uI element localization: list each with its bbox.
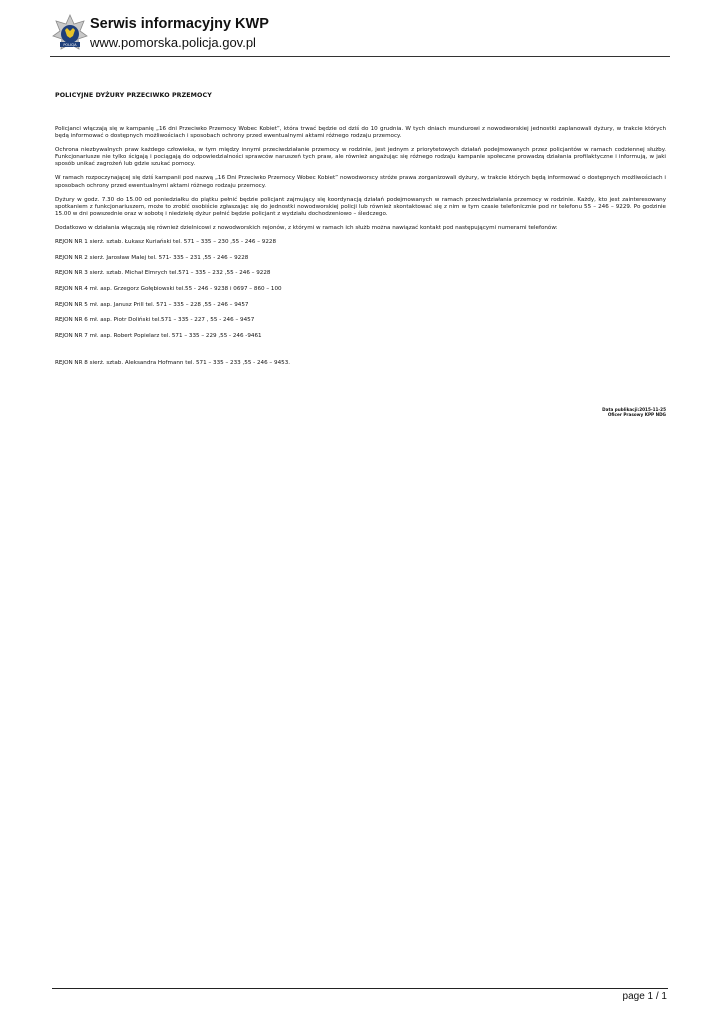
article-title: POLICYJNE DYŻURY PRZECIWKO PRZEMOCY bbox=[55, 92, 212, 99]
page-header bbox=[50, 12, 670, 57]
rejon-item: REJON NR 4 mł. asp. Grzegorz Gołębiowski tel.55 - 246 - 9238 i 0697 – 860 – 100 bbox=[55, 286, 282, 293]
paragraph: Dodatkowo w działania włączają się również dzielnicowi z nowodworskich rejonów, z którymi w ramach ich służb można nawiązać kontakt pod następującymi numerami telefonów: bbox=[55, 224, 558, 231]
rejon-item: REJON NR 6 mł. asp. Piotr Doliński tel.571 – 335 - 227 , 55 - 246 – 9457 bbox=[55, 317, 255, 324]
paragraph: Policjanci włączają się w kampanię „16 dni Przeciwko Przemocy Wobec Kobiet”, która trwać będzie od dziś do 10 grudnia. W tych dniach mundurowi z nowodworskiej jednostki zaplanowali dyżury, w trakcie których będą informować o dostępnych możliwościach i sposobach ochrony przed ewentualnymi aktami różnego rodzaju przemocy. bbox=[55, 126, 666, 140]
footer-divider bbox=[52, 988, 668, 989]
rejon-item: REJON NR 7 mł. asp. Robert Popielarz tel. 571 – 335 – 229 ,55 - 246 -9461 bbox=[55, 333, 262, 340]
author: Oficer Prasowy KPP NDG bbox=[607, 412, 666, 417]
rejon-item: REJON NR 1 sierż. sztab. Łukasz Kuriański tel. 571 – 335 – 230 ,55 - 246 – 9228 bbox=[55, 239, 277, 246]
page-number: page 1 / 1 bbox=[622, 991, 667, 1002]
paragraph: Ochrona niezbywalnych praw każdego człowieka, w tym między innymi przeciwdziałanie przemocy w rodzinie, jest jednym z priorytetowych działań podejmowanych przez policjantów w ramach codziennej służby. Funkcjonariusze nie tylko ścigają i pociągają do odpowiedzialności sprawców naruszeń tych praw, ale również angażując się różnego rodzaju kampanie społeczne prowadzą działania profilaktyczne i informują, w jaki sposób unikać zagrożeń lub gdzie szukać pomocy. bbox=[55, 147, 666, 168]
rejon-item: REJON NR 3 sierż. sztab. Michał Elmrych tel.571 – 335 – 232 ,55 - 246 – 9228 bbox=[55, 270, 271, 277]
article bbox=[55, 92, 666, 376]
site-url[interactable]: www.pomorska.policja.gov.pl bbox=[90, 35, 256, 50]
rejon-item: REJON NR 8 sierż. sztab. Aleksandra Hofmann tel. 571 – 335 – 233 ,55 - 246 – 9453. bbox=[55, 360, 291, 367]
publication-info bbox=[602, 407, 666, 417]
paragraph: W ramach rozpoczynającej się dziś kampanii pod nazwą „16 Dni Przeciwko Przemocy Wobec Kobiet” nowodworscy stróże prawa zorganizowali dyżury, w trakcie których będą informować o dostępnych możliwościach i sposobach ochrony przed ewentualnymi aktami różnego rodzaju przemocy. bbox=[55, 175, 666, 189]
logo-text: POLICJA bbox=[63, 43, 77, 47]
paragraph: Dyżury w godz. 7.30 do 15.00 od poniedziałku do piątku pełnić będzie policjant zajmujący się koordynacją działań podejmowanych w ramach przeciwdziałania przemocy w rodzinie. Każdy, kto jest zainteresowany spotkaniem z funkcjonariuszem, może to zrobić osobiście zgłaszając się do jednostki nowodworskiej policji lub również skontaktować się z nim w tym czasie telefonicznie pod nr telefonu 55 – 246 – 9229. Po godzinie 15.00 w dni powszednie oraz w sobotę i niedzielę dyżur pełnić będzie policjant z wydziału dochodzeniowo – śledczego. bbox=[55, 196, 666, 217]
police-star-badge-icon bbox=[52, 14, 88, 54]
rejon-item: REJON NR 5 mł. asp. Janusz Prill tel. 571 – 335 – 228 ,55 - 246 – 9457 bbox=[55, 301, 249, 308]
publication-date: Data publikacji:2015-11-25 bbox=[602, 407, 666, 412]
site-title: Serwis informacyjny KWP bbox=[90, 16, 269, 32]
rejon-item: REJON NR 2 sierż. Jarosław Malej tel. 571- 335 – 231 ,55 - 246 – 9228 bbox=[55, 254, 249, 261]
